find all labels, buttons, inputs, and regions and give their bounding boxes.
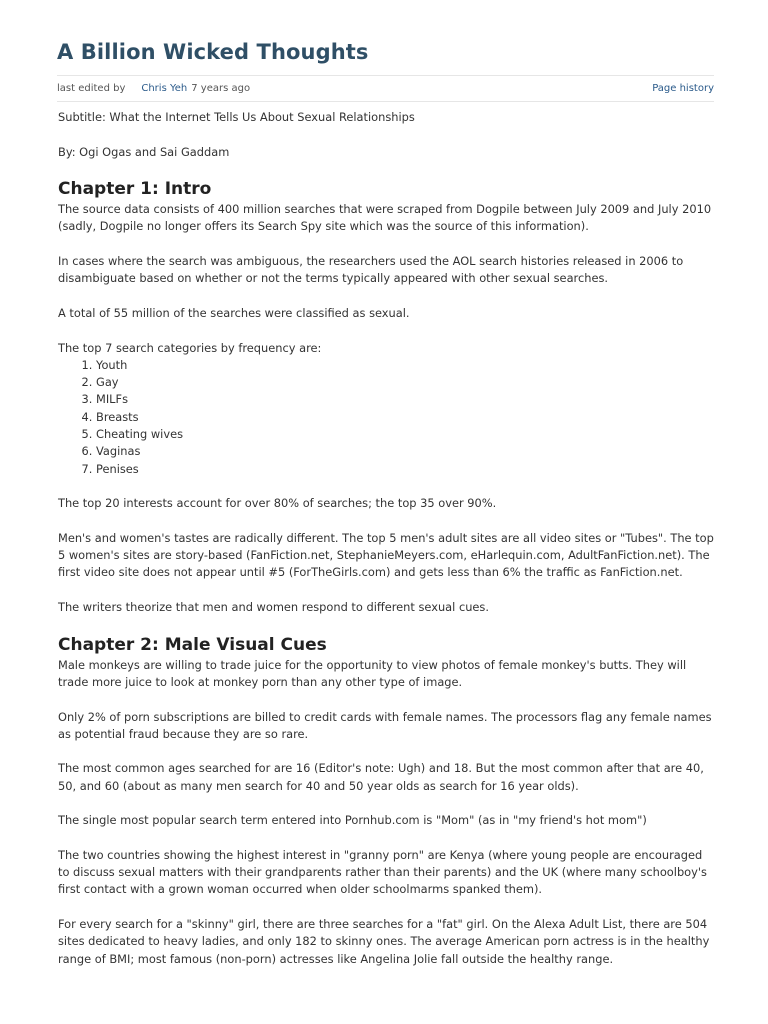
list-intro: The top 7 search categories by frequency are: [58, 340, 322, 355]
page-title: A Billion Wicked Thoughts [57, 40, 369, 64]
chapter-2-heading: Chapter 2: Male Visual Cues [58, 634, 327, 655]
paragraph: Male monkeys are willing to trade juice for the opportunity to view photos of female monkey's butts. They will trade more juice to look at monkey porn than any other type of image. [58, 657, 687, 689]
paragraph: The most common ages searched for are 16 (Editor's note: Ugh) and 18. But the most common after that are 40, 50, and 60 (about as many men search for 40 and 50 year olds as search for 16 year olds). [58, 761, 704, 793]
paragraph: The writers theorize that men and women respond to different sexual cues. [58, 600, 489, 615]
last-edited-label: last edited by [57, 83, 126, 94]
edit-meta-bar [57, 75, 714, 102]
paragraph: The single most popular search term entered into Pornhub.com is "Mom" (as in "my friend's hot mom") [58, 813, 647, 828]
article-body [58, 109, 714, 985]
paragraph: The two countries showing the highest interest in "granny porn" are Kenya (where young people are encouraged to discuss sexual matters with their grandparents rather than their parents) and the UK (where many schoolboy's first contact with a grown woman occurred when older schoolmarms spanked them). [58, 847, 707, 897]
byline: By: Ogi Ogas and Sai Gaddam [58, 144, 230, 159]
chapter-1-heading: Chapter 1: Intro [58, 179, 212, 200]
paragraph: In cases where the search was ambiguous, the researchers used the AOL search histories released in 2006 to disambiguate based on whether or not the terms typically appeared with other sexual searches. [58, 254, 684, 286]
paragraph: The top 20 interests account for over 80% of searches; the top 35 over 90%. [58, 496, 497, 511]
list-item: 4. Breasts [96, 409, 714, 426]
paragraph: Only 2% of porn subscriptions are billed to credit cards with female names. The processors flag any female names as potential fraud because they are so rare. [58, 709, 712, 741]
page-history-link[interactable]: Page history [652, 83, 714, 94]
paragraph: For every search for a "skinny" girl, there are three searches for a "fat" girl. On the Alexa Adult List, there are 504 sites dedicated to heavy ladies, and only 182 to skinny ones. The average American porn actress is in the healthy range of BMI; most famous (non-porn) actresses like Angelina Jolie fall outside the healthy range. [58, 917, 710, 966]
list-item: 7. Penises [96, 461, 714, 478]
list-item: 1. Youth [96, 357, 714, 374]
list-item: 6. Vaginas [96, 443, 714, 460]
search-categories-list [58, 357, 714, 478]
list-item: 2. Gay [96, 374, 714, 391]
edit-time: 7 years ago [191, 83, 251, 94]
paragraph: Men's and women's tastes are radically different. The top 5 men's adult sites are all video sites or "Tubes". The top 5 women's sites are story-based (FanFiction.net, StephanieMeyers.com, eHarlequin.com, AdultFanFiction.net). The first video site does not appear until #5 (ForTheGirls.com) and gets less than 6% the traffic as FanFiction.net. [58, 530, 714, 580]
paragraph: A total of 55 million of the searches were classified as sexual. [58, 305, 410, 320]
subtitle: Subtitle: What the Internet Tells Us About Sexual Relationships [58, 110, 415, 124]
list-item: 5. Cheating wives [96, 426, 714, 443]
author-link[interactable]: Chris Yeh [141, 83, 188, 94]
list-item: 3. MILFs [96, 391, 714, 408]
paragraph: The source data consists of 400 million searches that were scraped from Dogpile between July 2009 and July 2010 (sadly, Dogpile no longer offers its Search Spy site which was the source of this information). [58, 202, 712, 234]
